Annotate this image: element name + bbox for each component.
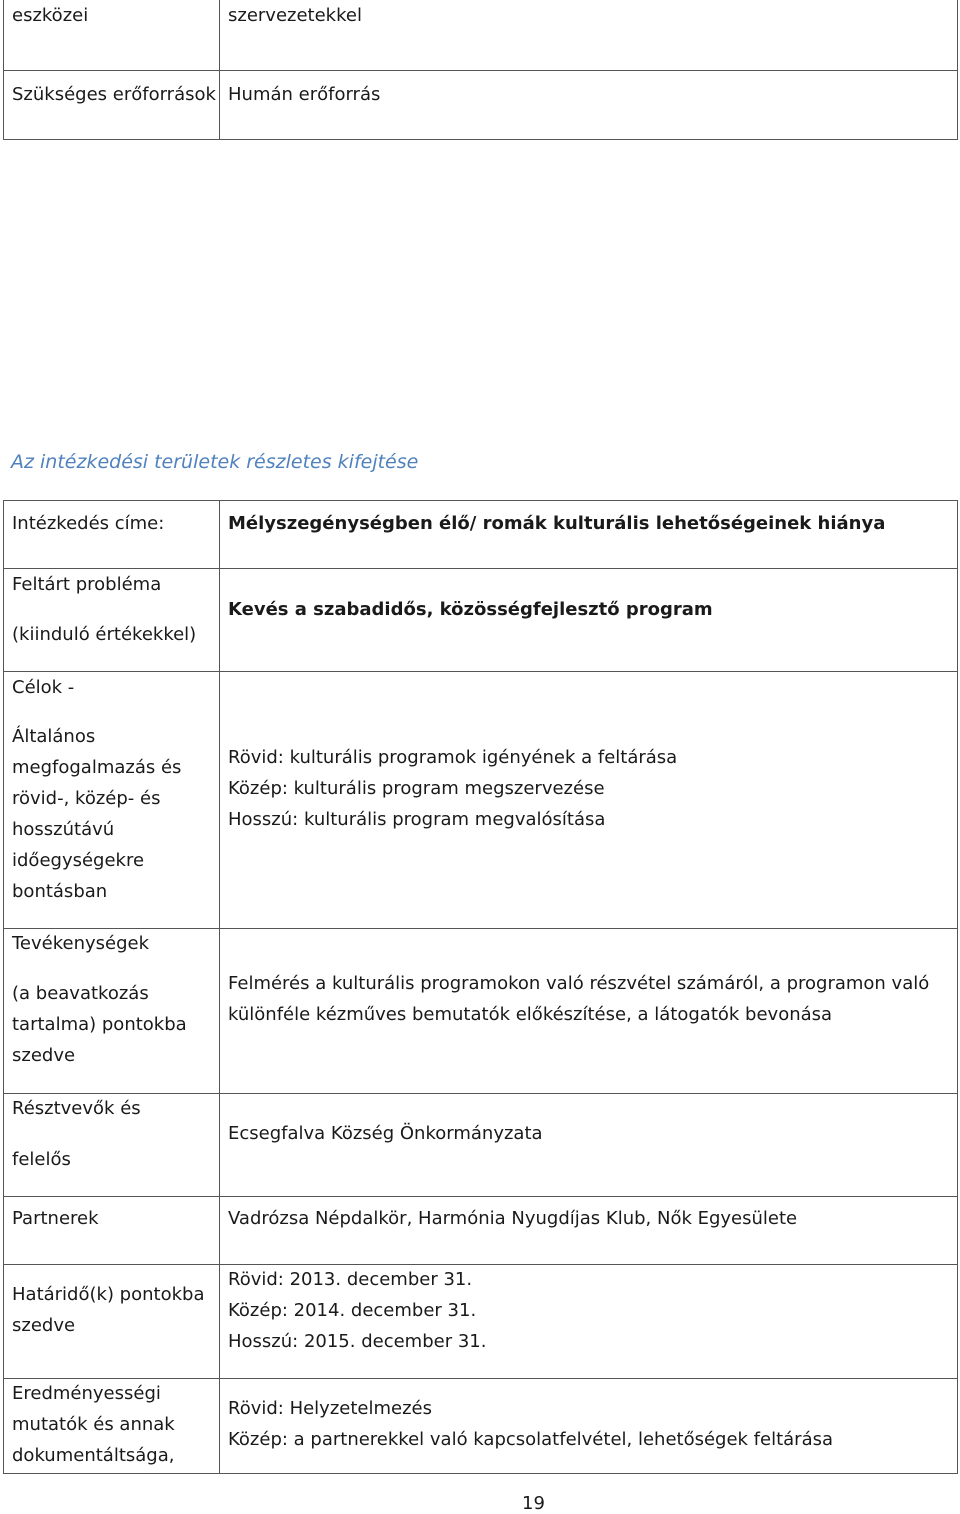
row-label: hosszútávú [12, 819, 115, 840]
row-label: Partnerek [12, 1208, 99, 1229]
row-label: dokumentáltsága, [12, 1445, 175, 1466]
table-row [3, 70, 958, 140]
row-label-cell [4, 929, 220, 1093]
row-value-cell [220, 1379, 957, 1473]
row-label-cell [4, 569, 220, 671]
row-value-cell [220, 1094, 957, 1196]
row-value: Felmérés a kulturális programokon való részvétel számáról, a programon való [228, 973, 930, 994]
table-row-celok [3, 671, 958, 929]
row-value-cell [220, 569, 957, 671]
row-value-cell [220, 929, 957, 1093]
row-label-cell [4, 71, 220, 139]
row-label: Intézkedés címe: [12, 513, 165, 534]
table-row-eredmeny [3, 1378, 958, 1474]
row-label: Résztvevők és [12, 1098, 141, 1119]
row-label: Tevékenységek [12, 933, 150, 954]
row-value: Humán erőforrás [228, 84, 381, 105]
row-label: tartalma) pontokba [12, 1014, 187, 1035]
row-label: Általános [12, 726, 96, 747]
row-value-cell [220, 1197, 957, 1264]
table-row-hataridok [3, 1264, 958, 1379]
row-label: szedve [12, 1045, 76, 1066]
row-label-cell [4, 1265, 220, 1378]
row-label: (kiinduló értékekkel) [12, 624, 197, 645]
row-value: Rövid: 2013. december 31. [228, 1269, 473, 1290]
row-value: Hosszú: kulturális program megvalósítása [228, 809, 606, 830]
row-value: Ecsegfalva Község Önkormányzata [228, 1123, 543, 1144]
row-label: bontásban [12, 881, 108, 902]
row-value: Rövid: kulturális programok igényének a feltárása [228, 747, 678, 768]
row-label: mutatók és annak [12, 1414, 175, 1435]
row-label-cell [4, 1094, 220, 1196]
row-label: felelős [12, 1149, 71, 1170]
row-value: Közép: a partnerekkel való kapcsolatfelvétel, lehetőségek feltárása [228, 1429, 834, 1450]
row-value: különféle kézműves bemutatók előkészítése, a látogatók bevonása [228, 1004, 833, 1025]
row-value-cell [220, 1265, 957, 1378]
row-label: (a beavatkozás [12, 983, 149, 1004]
row-label-cell [4, 501, 220, 568]
section-title: Az intézkedési területek részletes kifejtése [11, 451, 419, 473]
row-value: Mélyszegénységben élő/ romák kulturális lehetőségeinek hiánya [228, 513, 886, 534]
row-label: Feltárt probléma [12, 574, 162, 595]
row-label: szedve [12, 1315, 76, 1336]
table-row-tevekenysegek [3, 928, 958, 1094]
row-value-cell [220, 672, 957, 928]
row-value: szervezetekkel [228, 5, 362, 26]
table-row-resztvevok [3, 1093, 958, 1197]
table-row-partnerek [3, 1196, 958, 1265]
row-label-cell [4, 1197, 220, 1264]
row-value: Hosszú: 2015. december 31. [228, 1331, 487, 1352]
table-row-problema [3, 568, 958, 672]
page-number: 19 [522, 1493, 545, 1514]
table-row-intezkedes [3, 500, 958, 569]
row-value: Vadrózsa Népdalkör, Harmónia Nyugdíjas Klub, Nők Egyesülete [228, 1208, 798, 1229]
row-label-cell [4, 0, 220, 70]
row-value: Közép: 2014. december 31. [228, 1300, 477, 1321]
table-row [3, 0, 958, 71]
row-label: Eredményességi [12, 1383, 161, 1404]
row-value-cell [220, 71, 957, 139]
row-label-cell [4, 672, 220, 928]
row-label: rövid-, közép- és [12, 788, 161, 809]
row-value: Kevés a szabadidős, közösségfejlesztő program [228, 599, 713, 620]
row-value-cell [220, 501, 957, 568]
row-label-cell [4, 1379, 220, 1473]
row-value-cell [220, 0, 957, 70]
row-label: Célok - [12, 677, 75, 698]
row-value: Közép: kulturális program megszervezése [228, 778, 605, 799]
row-label: Szükséges erőforrások [12, 84, 216, 105]
row-value: Rövid: Helyzetelmezés [228, 1398, 433, 1419]
row-label: Határidő(k) pontokba [12, 1284, 205, 1305]
row-label: megfogalmazás és [12, 757, 182, 778]
row-label: eszközei [12, 5, 89, 26]
row-label: időegységekre [12, 850, 145, 871]
